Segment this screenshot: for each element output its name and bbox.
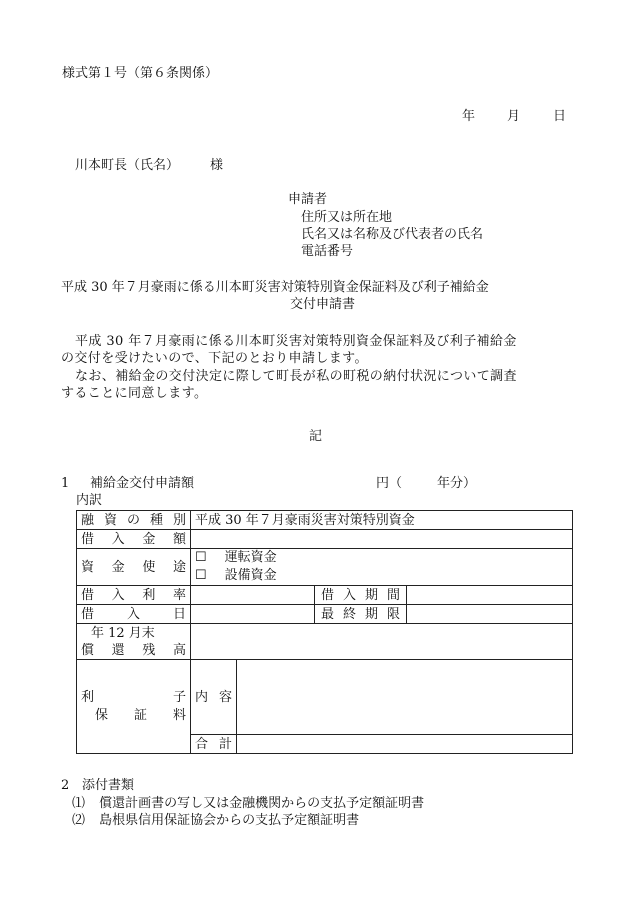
guarantee-label: 保証料 bbox=[95, 707, 186, 723]
balance-label-line2: 償還残高 bbox=[81, 642, 186, 658]
loan-amount-label: 借入金額 bbox=[77, 530, 191, 549]
checkbox-icon[interactable]: ☐ bbox=[195, 568, 207, 583]
form-number: 様式第１号（第６条関係） bbox=[62, 66, 219, 81]
applicant-phone: 電話番号 bbox=[301, 244, 354, 259]
final-date-value[interactable] bbox=[407, 605, 573, 624]
section1-amount-unit: 円（ bbox=[376, 476, 403, 491]
fund-use-option-operating[interactable]: ☐ 運転資金 bbox=[195, 550, 277, 565]
loan-detail-table bbox=[76, 510, 573, 754]
loan-period-label: 借入期間 bbox=[315, 586, 407, 605]
interest-rate-label: 借入利率 bbox=[77, 586, 191, 605]
balance-value[interactable] bbox=[191, 624, 573, 660]
date-day: 日 bbox=[553, 109, 567, 124]
applicant-label: 申請者 bbox=[288, 192, 328, 207]
applicant-name: 氏名又は名称及び代表者の氏名 bbox=[301, 227, 484, 242]
balance-label-line1: 年 12 月末 bbox=[91, 625, 155, 641]
final-date-label: 最終期限 bbox=[315, 605, 407, 624]
interest-guarantee-label bbox=[77, 660, 191, 754]
ki-heading: 記 bbox=[309, 429, 323, 444]
attachment-item-2 bbox=[72, 814, 359, 827]
fund-use-options bbox=[191, 549, 573, 586]
attachment-marker: ⑵ bbox=[72, 813, 86, 828]
loan-amount-value[interactable] bbox=[191, 530, 573, 549]
attachment-text: 償還計画書の写し又は金融機関からの支払予定額証明書 bbox=[99, 796, 425, 811]
date-month: 月 bbox=[507, 109, 521, 124]
body-p2-line2: することに同意します。 bbox=[61, 386, 208, 401]
fund-use-option-equipment[interactable]: ☐ 設備資金 bbox=[195, 568, 277, 583]
loan-date-label: 借入日 bbox=[77, 605, 191, 624]
date-year: 年 bbox=[462, 109, 476, 124]
section2-number: 2 bbox=[61, 778, 70, 793]
addressee-suffix: 様 bbox=[210, 158, 224, 173]
addressee: 川本町長（氏名） bbox=[75, 158, 180, 173]
checkbox-icon[interactable]: ☐ bbox=[195, 550, 207, 565]
document-title-line1: 平成 30 年７月豪雨に係る川本町災害対策特別資金保証料及び利子補給金 bbox=[61, 280, 489, 295]
body-p1-line1: 平成 30 年７月豪雨に係る川本町災害対策特別資金保証料及び利子補給金 bbox=[75, 334, 517, 349]
balance-label bbox=[77, 624, 191, 660]
content-value[interactable] bbox=[237, 660, 573, 735]
document-title-line2: 交付申請書 bbox=[290, 297, 356, 312]
interest-rate-value[interactable] bbox=[191, 586, 315, 605]
body-p2-line1: なお、補給金の交付決定に際して町長が私の町税の納付状況について調査 bbox=[75, 369, 517, 384]
attachment-item-1 bbox=[72, 797, 424, 810]
attachment-text: 島根県信用保証協会からの支払予定額証明書 bbox=[99, 813, 360, 828]
section1-year-unit: 年分） bbox=[437, 476, 477, 491]
applicant-address: 住所又は所在地 bbox=[301, 210, 393, 225]
fund-use-label: 資金使途 bbox=[77, 549, 191, 586]
loan-date-value[interactable] bbox=[191, 605, 315, 624]
loan-type-label: 融資の種別 bbox=[77, 511, 191, 530]
interest-label: 利子 bbox=[81, 689, 186, 705]
attachment-marker: ⑴ bbox=[72, 796, 86, 811]
total-label: 合計 bbox=[191, 735, 237, 754]
loan-type-value: 平成 30 年７月豪雨災害対策特別資金 bbox=[191, 511, 573, 530]
total-value[interactable] bbox=[237, 735, 573, 754]
loan-period-value[interactable] bbox=[407, 586, 573, 605]
section2-label: 添付書類 bbox=[82, 778, 135, 793]
section1-label: 補給金交付申請額 bbox=[90, 476, 195, 491]
section1-number: 1 bbox=[61, 476, 70, 491]
content-label: 内容 bbox=[191, 660, 237, 735]
body-p1-line2: の交付を受けたいので、下記のとおり申請します。 bbox=[61, 351, 368, 366]
section1-breakdown: 内訳 bbox=[76, 493, 103, 508]
